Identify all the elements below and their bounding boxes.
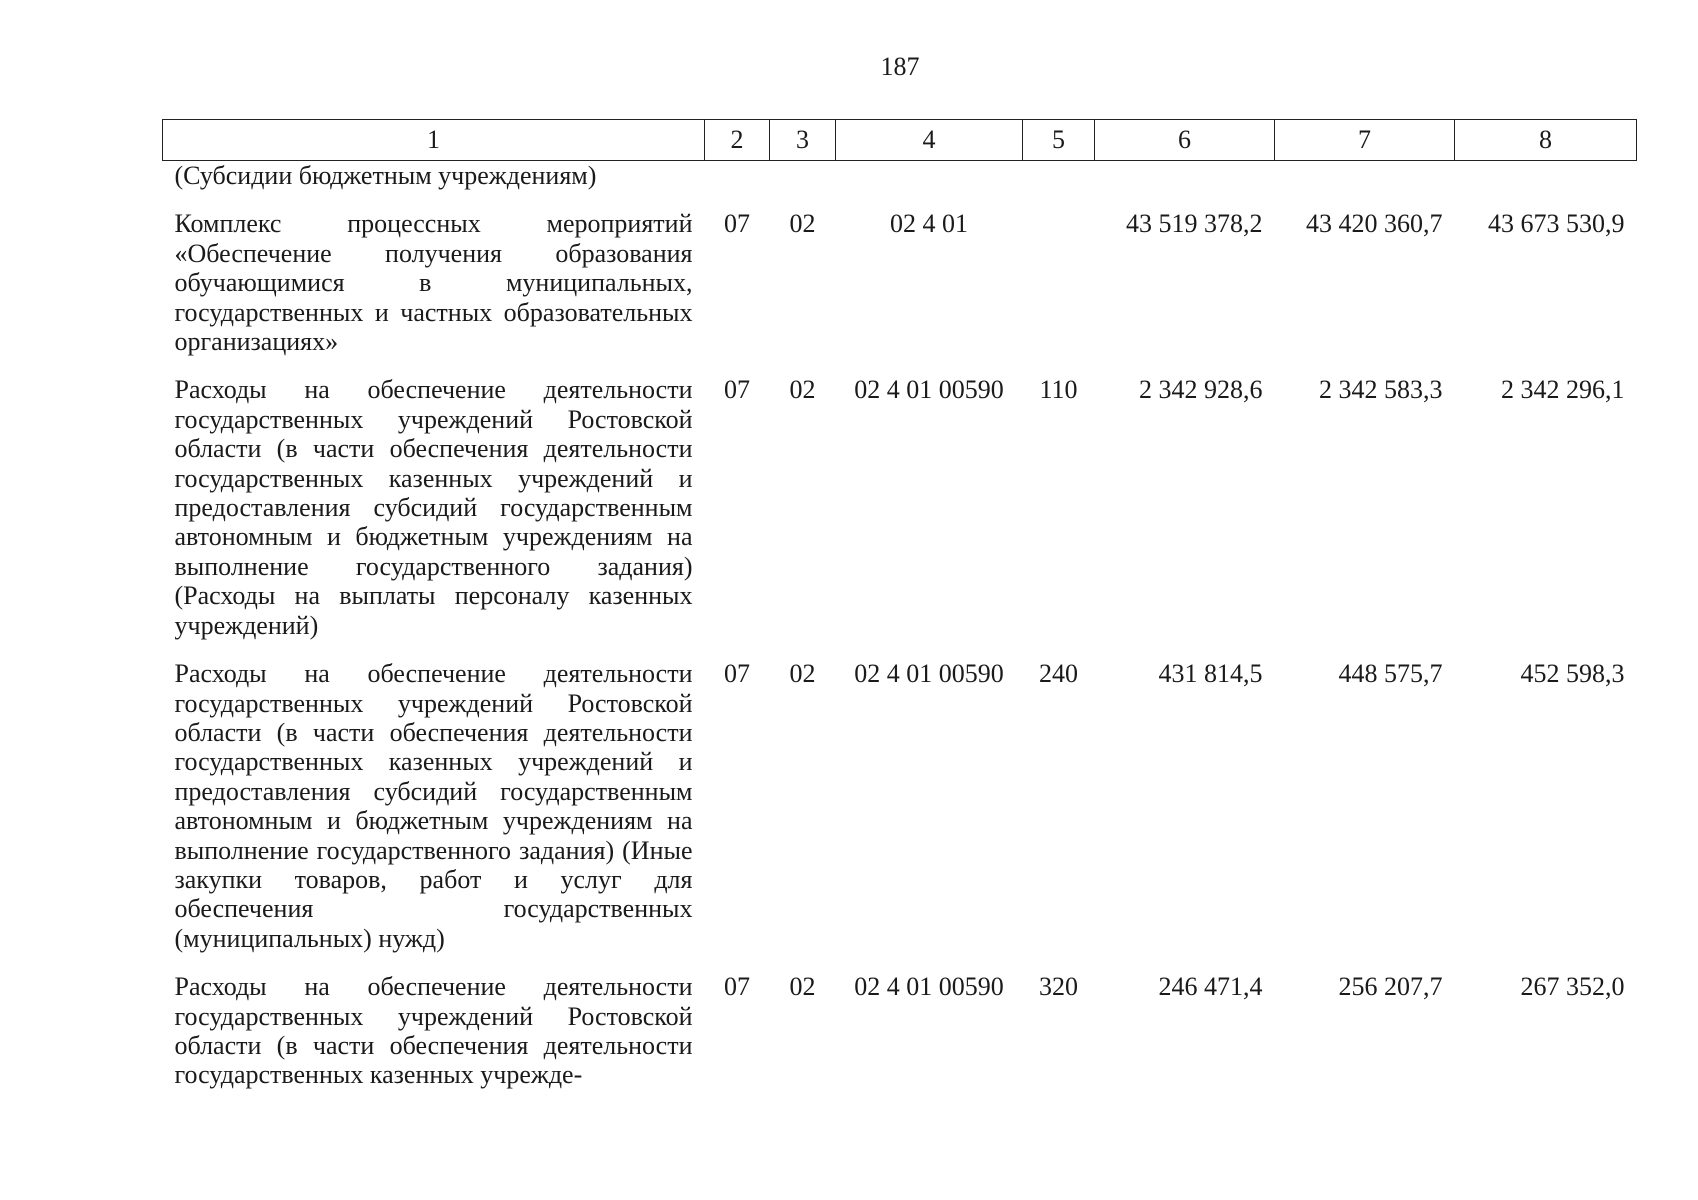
row-name: Расходы на обеспечение деятельности государственных учреждений Ростовской области (в части обеспечения деятельности государственных казенных учреждений и предоставления субсидий государственным автономным и бюджетным учреждениям на выполнение государственного задания) (Расходы на выплаты персоналу казенных учреждений) <box>174 375 693 640</box>
row-subsection: 02 <box>789 972 816 1002</box>
row-amount-col7: 2 342 583,3 <box>1319 375 1443 405</box>
row-amount-col7: 256 207,7 <box>1338 972 1443 1002</box>
row-section: 07 <box>724 972 750 1002</box>
row-section: 07 <box>724 209 750 239</box>
row-expense-type: 320 <box>1039 972 1078 1002</box>
header-cell-2: 2 <box>705 120 770 161</box>
row-section: 07 <box>724 375 750 405</box>
header-cell-3: 3 <box>770 120 836 161</box>
table-header <box>163 120 1637 161</box>
row-subsection: 02 <box>789 659 816 689</box>
row-amount-col8: 267 352,0 <box>1520 972 1625 1002</box>
header-cell-7: 7 <box>1275 120 1455 161</box>
row-expense-type: 240 <box>1039 659 1078 689</box>
page-number: 187 <box>880 52 920 81</box>
row-expense-type: 110 <box>1039 375 1078 405</box>
row-amount-col6: 246 471,4 <box>1158 972 1263 1002</box>
table-row <box>163 640 1637 953</box>
row-amount-col8: 2 342 296,1 <box>1501 375 1625 405</box>
header-row <box>163 120 1637 161</box>
header-cell-6: 6 <box>1095 120 1275 161</box>
row-name: (Субсидии бюджетным учреждениям) <box>174 161 597 190</box>
table-body <box>163 161 1637 1090</box>
row-section: 07 <box>724 659 750 689</box>
row-target-article: 02 4 01 <box>890 209 968 239</box>
table-row <box>163 356 1637 640</box>
row-amount-col6: 431 814,5 <box>1158 659 1263 689</box>
row-name: Расходы на обеспечение деятельности государственных учреждений Ростовской области (в части обеспечения деятельности государственных казенных учрежде- <box>174 972 693 1090</box>
table-row <box>163 953 1637 1090</box>
table-row <box>163 190 1637 356</box>
row-amount-col6: 2 342 928,6 <box>1139 375 1263 405</box>
row-subsection: 02 <box>789 209 816 239</box>
row-expense-type <box>1023 190 1095 356</box>
budget-table <box>162 119 1637 1090</box>
row-name: Комплекс процессных мероприятий «Обеспечение получения образования обучающимися в муниципальных, государственных и частных образовательных организациях» <box>174 209 693 357</box>
row-amount-col7: 43 420 360,7 <box>1306 209 1443 239</box>
row-amount-col8: 43 673 530,9 <box>1488 209 1625 239</box>
row-name: Расходы на обеспечение деятельности государственных учреждений Ростовской области (в части обеспечения деятельности государственных казенных учреждений и предоставления субсидий государственным автономным и бюджетным учреждениям на выполнение государственного задания) (Иные закупки товаров, работ и услуг для обеспечения государственных (муниципальных) нужд) <box>174 659 693 953</box>
row-amount-col6: 43 519 378,2 <box>1126 209 1263 239</box>
row-amount-col7: 448 575,7 <box>1338 659 1443 689</box>
row-target-article: 02 4 01 00590 <box>854 375 1004 405</box>
header-cell-8: 8 <box>1455 120 1637 161</box>
row-target-article: 02 4 01 00590 <box>854 972 1004 1002</box>
header-cell-1: 1 <box>163 120 705 161</box>
header-cell-5: 5 <box>1023 120 1095 161</box>
row-target-article: 02 4 01 00590 <box>854 659 1004 689</box>
header-cell-4: 4 <box>836 120 1023 161</box>
row-amount-col8: 452 598,3 <box>1520 659 1625 689</box>
row-subsection: 02 <box>789 375 816 405</box>
table-row <box>163 161 1637 191</box>
